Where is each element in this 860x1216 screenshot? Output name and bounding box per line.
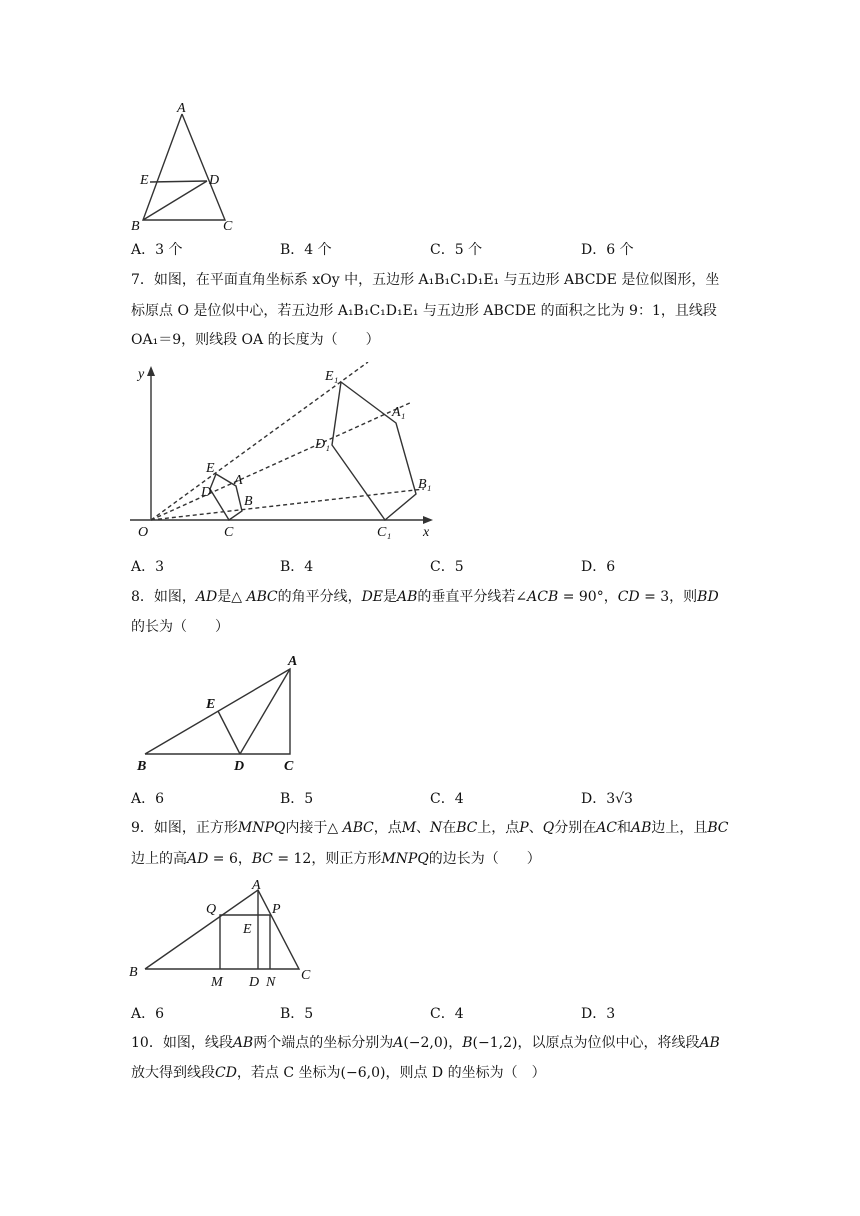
label-e: E <box>206 461 215 476</box>
label-c1: C₁ <box>377 525 392 540</box>
label-b: B <box>131 219 140 234</box>
q7-option-b[interactable]: B．4 <box>280 559 314 575</box>
q9-option-b[interactable]: B．5 <box>280 1006 314 1022</box>
label-a: A <box>288 654 298 669</box>
label-a: A <box>177 101 186 116</box>
label-b: B <box>137 759 147 774</box>
label-c: C <box>284 759 294 774</box>
label-c: C <box>224 525 234 540</box>
label-d: D <box>234 759 245 774</box>
label-d: D <box>201 485 212 500</box>
q9-option-d[interactable]: D．3 <box>581 1006 616 1022</box>
label-a: A <box>234 473 243 488</box>
q6-option-d[interactable]: D．6 个 <box>581 242 634 258</box>
q9-stem-line2: 边上的高𝐴𝐷 = 6，𝐵𝐶 = 12，则正方形𝑀𝑁𝑃𝑄的边长为（ ） <box>131 851 541 867</box>
q7-coordinate-figure <box>120 362 440 540</box>
q8-stem-line1: 8．如图，𝐴𝐷是△ 𝐴𝐵𝐶的角平分线，𝐷𝐸是𝐴𝐵的垂直平分线若∠𝐴𝐶𝐵 = 90°，𝐶𝐷 = 3，则𝐵𝐷 <box>131 589 719 605</box>
label-c: C <box>301 968 311 983</box>
label-d: D <box>249 975 260 990</box>
label-a: A <box>252 878 261 893</box>
q9-stem-line1: 9．如图，正方形𝑀𝑁𝑃𝑄内接于△ 𝐴𝐵𝐶，点𝑀、𝑁在𝐵𝐶上，点𝑃、𝑄分别在𝐴𝐶和𝐴𝐵边上，且𝐵𝐶 <box>131 820 729 836</box>
label-b: B <box>129 965 138 980</box>
label-d1: D₁ <box>315 437 330 452</box>
q6-triangle-figure <box>125 98 245 236</box>
x-axis-arrow-icon <box>423 516 433 524</box>
q8-option-d[interactable]: D．3√3 <box>581 791 633 807</box>
q7-stem-line1: 7．如图，在平面直角坐标系 xOy 中，五边形 A₁B₁C₁D₁E₁ 与五边形 ABCDE 是位似图形，坐 <box>131 272 720 288</box>
label-d: D <box>209 173 220 188</box>
q7-stem-line3: OA₁＝9，则线段 OA 的长度为（ ） <box>131 332 380 348</box>
q8-option-b[interactable]: B．5 <box>280 791 314 807</box>
label-q: Q <box>206 902 217 917</box>
q6-option-b[interactable]: B．4 个 <box>280 242 332 258</box>
segment-ed <box>218 711 240 754</box>
label-o: O <box>138 525 149 540</box>
ray-through-b <box>151 489 424 520</box>
label-e1: E₁ <box>325 369 339 384</box>
label-e: E <box>140 173 149 188</box>
q9-square-figure <box>125 873 325 995</box>
q8-stem-line2: 的长为（ ） <box>131 619 229 635</box>
q9-option-c[interactable]: C．4 <box>430 1006 464 1022</box>
q7-option-d[interactable]: D．6 <box>581 559 616 575</box>
segment-bd <box>143 181 207 220</box>
label-p: P <box>272 902 281 917</box>
q8-option-a[interactable]: A．6 <box>131 791 165 807</box>
q7-option-a[interactable]: A．3 <box>131 559 165 575</box>
pentagon-a1b1c1d1e1 <box>332 382 416 520</box>
y-axis-arrow-icon <box>147 366 155 376</box>
label-b: B <box>244 494 253 509</box>
triangle-abc <box>143 114 225 220</box>
q8-triangle-figure <box>130 650 310 775</box>
label-y: y <box>138 367 145 382</box>
label-e: E <box>243 922 252 937</box>
segment-ad <box>240 669 290 754</box>
label-a1: A₁ <box>392 405 406 420</box>
q8-option-c[interactable]: C．4 <box>430 791 464 807</box>
label-n: N <box>266 975 276 990</box>
segment-ed <box>150 181 207 182</box>
q10-stem-line1: 10．如图，线段𝐴𝐵两个端点的坐标分别为𝐴(−2,0)，𝐵(−1,2)，以原点为位似中心，将线段𝐴𝐵 <box>131 1035 720 1051</box>
label-m: M <box>211 975 223 990</box>
label-c: C <box>223 219 233 234</box>
q6-option-a[interactable]: A．3 个 <box>131 242 183 258</box>
q9-option-a[interactable]: A．6 <box>131 1006 165 1022</box>
q10-stem-line2: 放大得到线段𝐶𝐷，若点 C 坐标为(−6,0)，则点 D 的坐标为（ ） <box>131 1065 546 1081</box>
q7-stem-line2: 标原点 O 是位似中心，若五边形 A₁B₁C₁D₁E₁ 与五边形 ABCDE 的面积之比为 9：1，且线段 <box>131 303 717 319</box>
q7-option-c[interactable]: C．5 <box>430 559 464 575</box>
label-b1: B₁ <box>418 477 432 492</box>
label-x: x <box>423 525 430 540</box>
q6-option-c[interactable]: C．5 个 <box>430 242 483 258</box>
label-e: E <box>206 697 216 712</box>
ray-through-e <box>151 362 368 520</box>
